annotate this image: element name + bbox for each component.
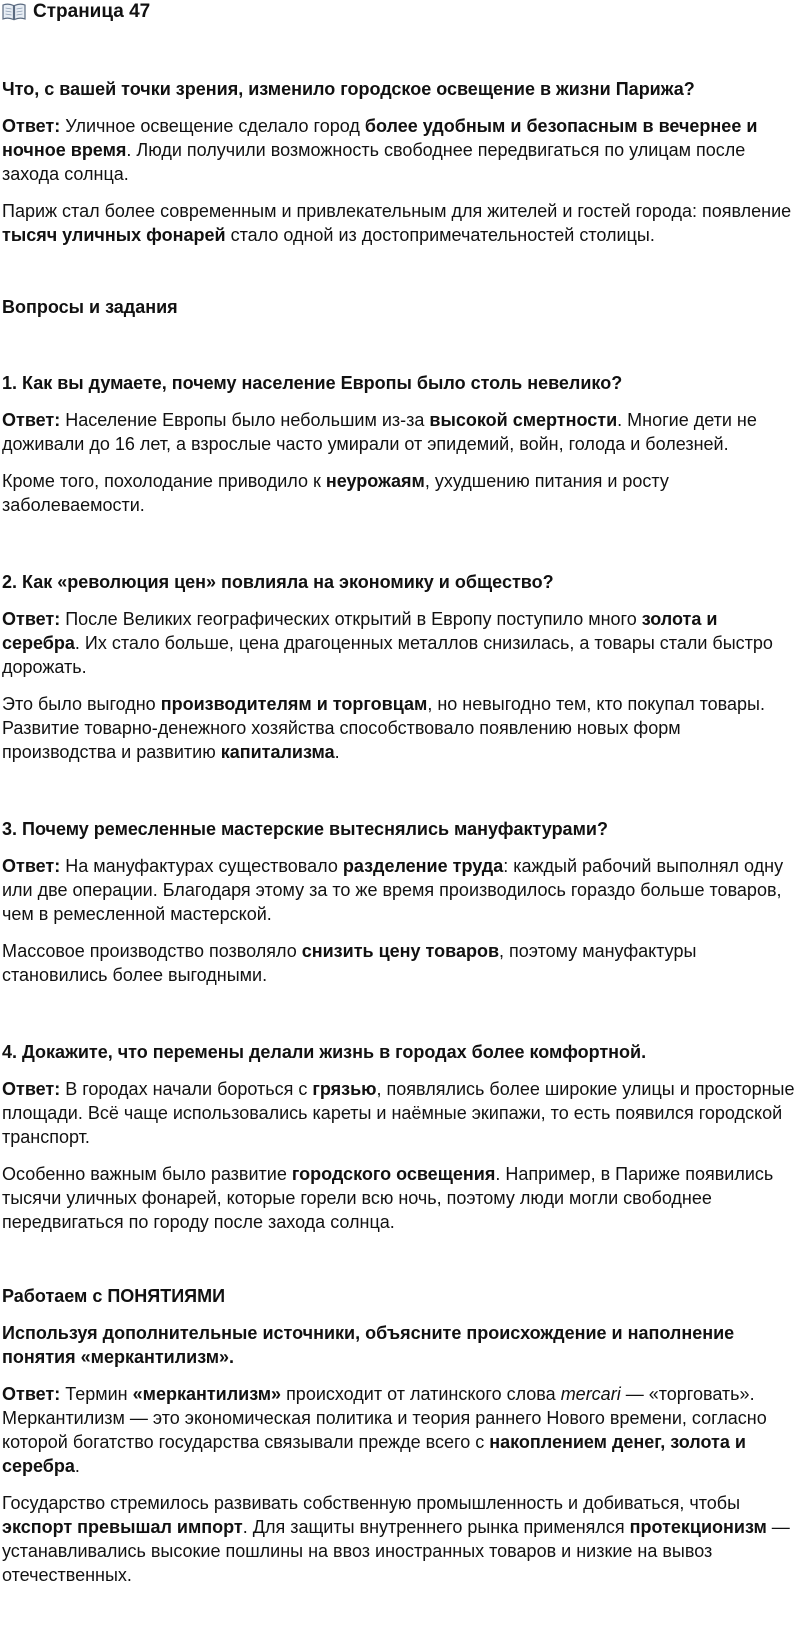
section-title: Вопросы и задания [2, 297, 178, 317]
emphasis-text: накоплением денег, золота и серебра [2, 1432, 746, 1476]
intro-answer-paragraph-1 [2, 114, 798, 186]
text-run: Термин [60, 1384, 133, 1404]
answer-label: Ответ: [2, 856, 61, 876]
emphasis-text: капитализма [220, 742, 335, 762]
text-run: , поэтому мануфактуры становились более выгодными. [2, 941, 697, 985]
text-run: Кроме того, похолодание приводило к [2, 471, 326, 491]
text-run: происходит от латинского слова [281, 1384, 561, 1404]
emphasis-text: снизить цену товаров [301, 941, 500, 961]
concepts-answer-1 [2, 1382, 798, 1478]
answer-label: Ответ: [2, 410, 61, 430]
concepts-section-title: Работаем с ПОНЯТИЯМИ [2, 1286, 226, 1306]
text-run: , но невыгодно тем, кто покупал товары. Развитие товарно-денежного хозяйства способствовало появлению новых форм производства и развитию [2, 694, 765, 762]
question-1-answer-1 [2, 408, 798, 456]
page-header [2, 0, 798, 24]
emphasis-text: экспорт превышал импорт [2, 1517, 243, 1537]
question-1-answer-2 [2, 469, 798, 517]
text-run: . Для защиты внутреннего рынка применялся [242, 1517, 630, 1537]
question-2-title: 2. Как «революция цен» повлияла на экономику и общество? [2, 572, 554, 592]
text-run: , появлялись более широкие улицы и просторные площади. Всё чаще использовались кареты и наёмные экипажи, то есть появился городской транспорт. [2, 1079, 795, 1147]
text-run: В городах начали бороться с [60, 1079, 313, 1099]
emphasis-text: золота и серебра [2, 609, 718, 653]
question-3-title: 3. Почему ремесленные мастерские вытеснялись мануфактурами? [2, 819, 608, 839]
text-run: . Их стало больше, цена драгоценных металлов снизилась, а товары стали быстро дорожать. [2, 633, 773, 677]
question-4-answer-1 [2, 1077, 798, 1149]
question-2-answer-2 [2, 692, 798, 764]
question-4-title: 4. Докажите, что перемены делали жизнь в городах более комфортной. [2, 1042, 647, 1062]
emphasis-text: тысяч уличных фонарей [2, 225, 226, 245]
text-run: Население Европы было небольшим из-за [60, 410, 430, 430]
text-run: , ухудшению питания и росту заболеваемости. [2, 471, 669, 515]
emphasis-text: городского освещения [291, 1164, 496, 1184]
answer-label: Ответ: [2, 609, 61, 629]
question-1-title: 1. Как вы думаете, почему население Европы было столь невелико? [2, 373, 623, 393]
question-2-answer-1 [2, 607, 798, 679]
text-run: Государство стремилось развивать собственную промышленность и добиваться, чтобы [2, 1493, 740, 1513]
question-4-answer-2 [2, 1162, 798, 1234]
text-run: На мануфактурах существовало [60, 856, 343, 876]
text-run: — устанавливались высокие пошлины на ввоз иностранных товаров и низкие на вывоз отечественных. [2, 1517, 790, 1585]
answer-label: Ответ: [2, 1384, 61, 1404]
emphasis-text: производителям и торговцам [160, 694, 428, 714]
emphasis-text: протекционизм [629, 1517, 767, 1537]
intro-question: Что, с вашей точки зрения, изменило городское освещение в жизни Парижа? [2, 79, 695, 99]
intro-answer-paragraph-2 [2, 199, 798, 247]
text-run: . [334, 742, 340, 762]
text-run: Это было выгодно [2, 694, 161, 714]
text-run: . Многие дети не доживали до 16 лет, а взрослые часто умирали от эпидемий, войн, голода и болезней. [2, 410, 757, 454]
text-run: . Люди получили возможность свободнее передвигаться по улицам после захода солнца. [2, 140, 746, 184]
open-book-icon [2, 2, 26, 22]
latin-term: mercari [560, 1384, 621, 1404]
text-run: : каждый рабочий выполнял одну или две операции. Благодаря этому за то же время производилось гораздо больше товаров, чем в ремесленной мастерской. [2, 856, 784, 924]
emphasis-text: «меркантилизм» [132, 1384, 282, 1404]
answer-label: Ответ: [2, 1079, 61, 1099]
text-run: Массовое производство позволяло [2, 941, 302, 961]
text-run: стало одной из достопримечательностей столицы. [225, 225, 655, 245]
answer-label: Ответ: [2, 116, 61, 136]
emphasis-text: разделение труда [342, 856, 504, 876]
emphasis-text: более удобным и безопасным в вечернее и ночное время [2, 116, 758, 160]
emphasis-text: высокой смертности [429, 410, 618, 430]
concepts-task: Используя дополнительные источники, объясните происхождение и наполнение понятия «меркантилизм». [2, 1323, 735, 1367]
concepts-answer-2 [2, 1491, 798, 1587]
emphasis-text: грязью [312, 1079, 377, 1099]
emphasis-text: неурожаям [325, 471, 425, 491]
question-3-answer-1 [2, 854, 798, 926]
text-run: После Великих географических открытий в Европу поступило много [60, 609, 642, 629]
text-run: Париж стал более современным и привлекательным для жителей и гостей города: появление [2, 201, 792, 221]
text-run: — «торговать». Меркантилизм — это экономическая политика и теория раннего Нового времени, согласно которой богатство государства связывали прежде всего с [2, 1384, 767, 1452]
text-run: Особенно важным было развитие [2, 1164, 292, 1184]
text-run: Уличное освещение сделало город [60, 116, 365, 136]
page-title: Страница 47 [33, 1, 151, 22]
text-run: . [74, 1456, 80, 1476]
question-3-answer-2 [2, 939, 798, 987]
text-run: . Например, в Париже появились тысячи уличных фонарей, которые горели всю ночь, поэтому люди могли свободнее передвигаться по городу после захода солнца. [2, 1164, 774, 1232]
